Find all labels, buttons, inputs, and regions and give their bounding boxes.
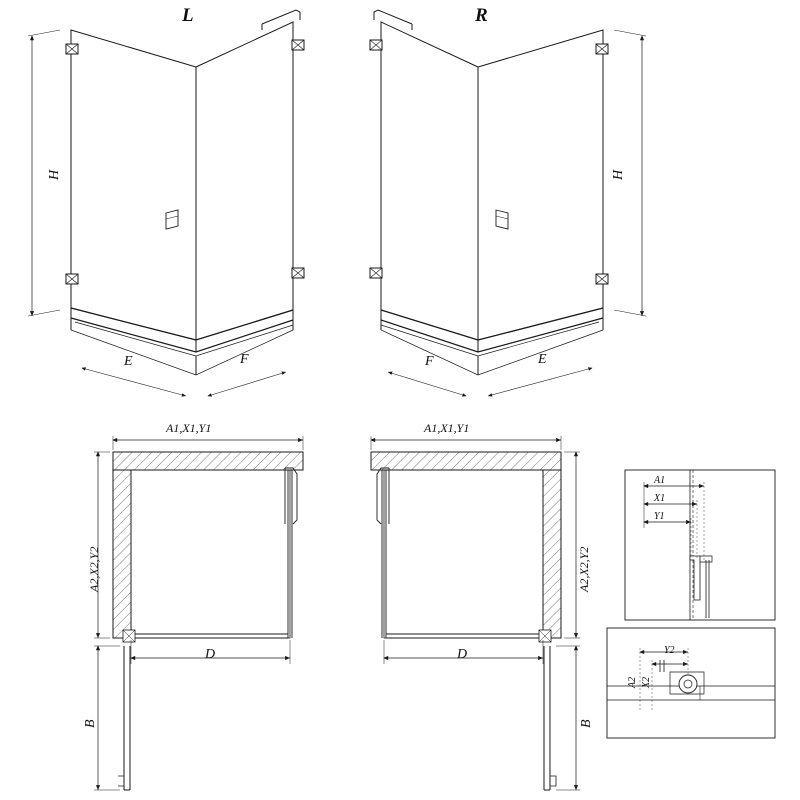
- label-swing-right: B: [579, 719, 594, 728]
- label-plan-side-left: A2,X2,Y2: [87, 546, 101, 592]
- label-plan-top-right: A1,X1,Y1: [424, 421, 470, 435]
- label-side-left: F: [240, 352, 249, 367]
- label-front-right: F: [425, 354, 434, 369]
- label-left-view: L: [182, 5, 194, 26]
- label-detail-x1: X1: [654, 493, 666, 504]
- label-plan-top-left: A1,X1,Y1: [166, 421, 212, 435]
- label-detail-a1: A1: [654, 475, 666, 486]
- label-side-right: E: [538, 352, 547, 367]
- label-height-right: H: [611, 169, 626, 180]
- label-height-left: H: [47, 169, 62, 180]
- label-detail-y1: Y1: [654, 511, 665, 522]
- label-door-right: D: [457, 647, 468, 662]
- iso-view-right: [370, 10, 646, 396]
- plan-view-left: [94, 436, 303, 790]
- iso-view-left: [28, 10, 304, 396]
- label-swing-left: B: [83, 719, 98, 728]
- label-detail-a2: A2: [627, 676, 638, 688]
- label-plan-side-right: A2,X2,Y2: [577, 546, 591, 592]
- plan-view-right: [371, 436, 580, 790]
- detail-view-top: [625, 470, 775, 620]
- label-detail-y2: Y2: [664, 645, 675, 656]
- label-right-view: R: [475, 5, 488, 26]
- label-detail-x2: X2: [641, 676, 652, 688]
- label-door-left: D: [205, 647, 216, 662]
- label-front-left: E: [124, 354, 133, 369]
